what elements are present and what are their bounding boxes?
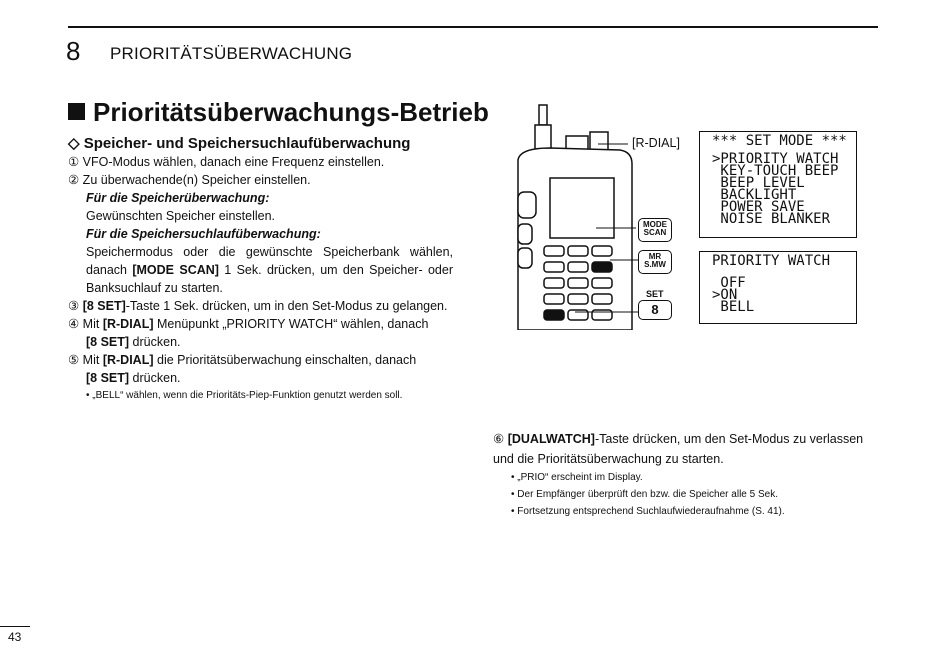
- set-key-top-label: SET: [646, 289, 664, 299]
- scan-text-a: Speichermodus oder die gewünschte Speicherbank wählen, danach: [86, 245, 453, 277]
- square-bullet-icon: [68, 103, 85, 120]
- bell-note: • „BELL“ wählen, wenn die Prioritäts-Piep-Funktion genutzt werden soll.: [86, 390, 403, 401]
- lcd-line: BEEP LEVEL: [712, 175, 805, 191]
- section-title-text: Prioritätsüberwachungs-Betrieb: [93, 97, 489, 127]
- set-key-icon: 8: [638, 300, 672, 320]
- memory-watch-label: Für die Speicherüberwachung:: [86, 191, 270, 205]
- section-title: [68, 97, 489, 128]
- step-4-b: Menüpunkt „PRIORITY WATCH“ wählen, danach: [157, 317, 429, 331]
- bullet-check: • Der Empfänger überprüft den bzw. die Speicher alle 5 Sek.: [511, 489, 778, 500]
- chapter-number: 8: [66, 36, 81, 66]
- header-rule: [68, 26, 878, 28]
- step-6-text: -Taste drücken, um den Set-Modus zu verlassen und die Prioritätsüberwachung zu starten.: [493, 432, 864, 466]
- ptt-button: [518, 192, 536, 218]
- radio-display: [550, 178, 614, 238]
- step-5-c: drücken.: [132, 371, 181, 385]
- footer-rule: [0, 626, 30, 627]
- memory-watch-text: Gewünschten Speicher einstellen.: [86, 209, 276, 223]
- side-down-button: [518, 248, 532, 268]
- key-label: MR: [648, 252, 662, 261]
- step-4: [68, 315, 453, 333]
- step-4-a: ④ Mit: [68, 317, 100, 331]
- step-2: ② Zu überwachende(n) Speicher einstellen.: [68, 173, 311, 187]
- subsection-title: [68, 134, 410, 152]
- lcd-priority-watch: [699, 251, 857, 324]
- key-label: MODE: [643, 220, 667, 229]
- step-4-c: drücken.: [132, 335, 181, 349]
- mode-scan-key-icon: [638, 218, 672, 242]
- antenna-tip: [539, 105, 547, 125]
- rdial-key: [R-DIAL]: [102, 317, 154, 331]
- diamond-icon: ◇: [68, 135, 80, 152]
- step-4-cont: [68, 333, 453, 351]
- instructions-left: [68, 153, 453, 403]
- rdial-key-2: [R-DIAL]: [102, 353, 154, 367]
- step-3-text: -Taste 1 Sek. drücken, um in den Set-Modus zu gelangen.: [125, 299, 448, 313]
- lcd-line: BACKLIGHT: [712, 187, 797, 203]
- lcd-line: >ON: [712, 287, 738, 303]
- key-sublabel: S.MW: [644, 260, 666, 269]
- chapter-title: PRIORITÄTSÜBERWACHUNG: [110, 44, 353, 63]
- mr-smw-key-icon: [638, 250, 672, 274]
- subsection-title-text: Speicher- und Speichersuchlaufüberwachung: [83, 135, 411, 152]
- step-5-cont: [68, 369, 453, 387]
- set-key-3: [8 SET]: [86, 371, 130, 385]
- scan-watch-label: Für die Speichersuchlaufüberwachung:: [86, 227, 321, 241]
- scan-watch-text: [68, 243, 453, 297]
- side-up-button: [518, 224, 532, 244]
- lcd-line: BELL: [712, 299, 755, 315]
- instructions-right: [493, 429, 883, 520]
- rdial-label: [R-DIAL]: [632, 136, 680, 150]
- step-6: [493, 429, 883, 469]
- step-5-a: ⑤ Mit: [68, 353, 100, 367]
- scan-text-b: 1 Sek. drücken, um den Speicher- oder Banksuchlauf zu starten.: [86, 263, 453, 295]
- dualwatch-key: [DUALWATCH]: [507, 432, 595, 446]
- lcd-set-mode: [699, 131, 857, 238]
- lcd-title: PRIORITY WATCH: [712, 253, 831, 269]
- lcd-line: KEY-TOUCH BEEP: [712, 163, 839, 179]
- step-1: ① VFO-Modus wählen, danach eine Frequenz einstellen.: [68, 155, 385, 169]
- lcd-line: POWER SAVE: [712, 199, 805, 215]
- lcd-line: NOISE BLANKER: [712, 211, 831, 227]
- key-sublabel: SCAN: [643, 228, 667, 237]
- lcd-line: OFF: [712, 275, 746, 291]
- step-6-num: ⑥: [493, 432, 505, 446]
- step-5: [68, 351, 453, 369]
- lcd-line: >PRIORITY WATCH: [712, 151, 839, 167]
- set-key-2: [8 SET]: [86, 335, 130, 349]
- step-5-b: die Prioritätsüberwachung einschalten, danach: [157, 353, 417, 367]
- mode-scan-key: [MODE SCAN]: [132, 263, 219, 277]
- bullet-prio: • „PRIO“ erscheint im Display.: [511, 472, 643, 483]
- step-3: [68, 297, 453, 315]
- bullet-resume: • Fortsetzung entsprechend Suchlaufwiederaufnahme (S. 41).: [511, 506, 785, 517]
- page-number: 43: [8, 630, 22, 644]
- set-key: [8 SET]: [82, 299, 126, 313]
- lcd-title: *** SET MODE ***: [712, 133, 847, 149]
- step-3-num: ③: [68, 299, 80, 313]
